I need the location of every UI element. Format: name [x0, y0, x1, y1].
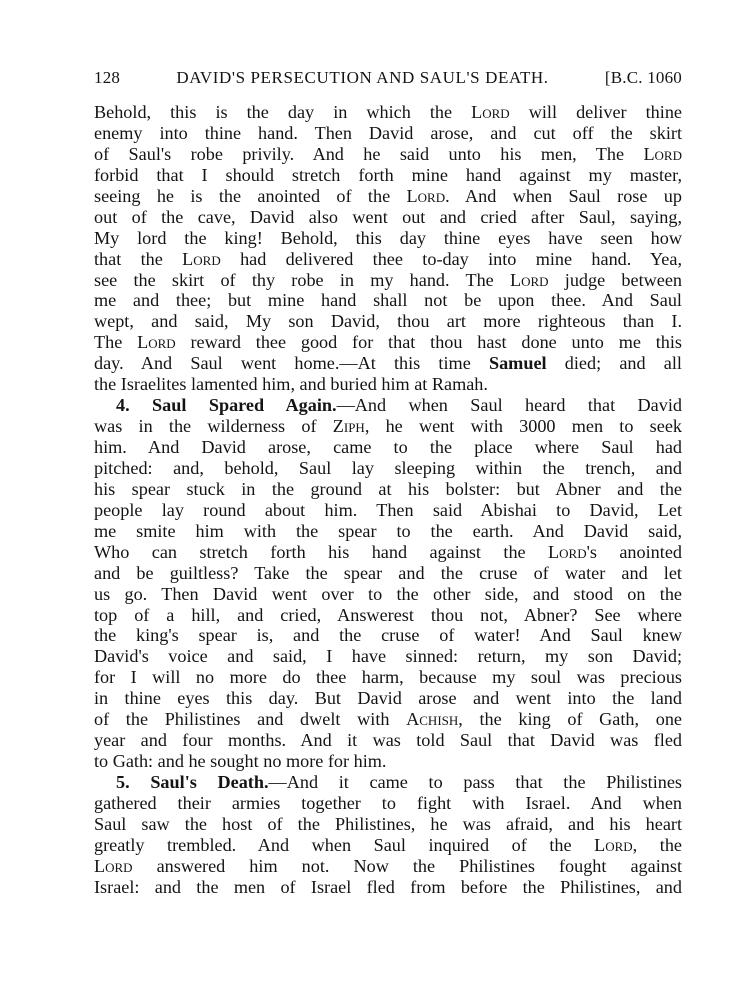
- text-segment: for I will no more do thee harm, because my soul was precious: [94, 667, 682, 688]
- text-line: [94, 165, 682, 186]
- header-date: [B.C. 1060: [604, 68, 682, 87]
- small-caps-text: Lord: [548, 541, 587, 562]
- bold-text: Samuel: [488, 353, 547, 374]
- text-segment: wept, and said, My son David, thou art more righteous than I.: [94, 311, 682, 332]
- small-caps-text: Lord: [94, 855, 133, 876]
- text-line: [94, 123, 682, 144]
- text-segment: greatly trembled. And when Saul inquired of the: [94, 834, 595, 855]
- text-segment: David's voice and said, I have sinned: return, my son David;: [94, 646, 682, 667]
- text-line: [94, 605, 682, 626]
- text-segment: of the Philistines and dwelt with: [94, 709, 407, 730]
- text-segment: gathered their armies together to fight with Israel. And when: [94, 792, 682, 813]
- small-caps-text: Achish: [406, 709, 459, 730]
- text-line: [94, 290, 682, 311]
- text-line: [94, 458, 682, 479]
- text-line: [94, 479, 682, 500]
- text-segment: in thine eyes this day. But David arose and went into the land: [94, 688, 682, 709]
- text-line: [94, 730, 682, 751]
- text-segment: answered him not. Now the Philistines fought against: [132, 855, 682, 876]
- text-line: [94, 751, 682, 772]
- text-segment: was in the wilderness of: [94, 416, 333, 437]
- text-line: [94, 625, 682, 646]
- running-header: [94, 68, 682, 96]
- text-segment: Saul saw the host of the Philistines, he was afraid, and his heart: [94, 813, 682, 834]
- text-line: [94, 500, 682, 521]
- text-line: [94, 688, 682, 709]
- text-line: [94, 374, 682, 395]
- text-line: [94, 144, 682, 165]
- text-line: [94, 270, 682, 291]
- text-segment: —And when Saul heard that David: [336, 395, 682, 416]
- text-line: [94, 395, 682, 416]
- text-segment: year and four months. And it was told Saul that David was fled: [94, 730, 682, 751]
- page-number: 128: [94, 68, 121, 87]
- small-caps-text: Lord: [137, 332, 176, 353]
- text-segment: Israel: and the men of Israel fled from before the Philistines, and: [94, 876, 682, 897]
- text-segment: The: [94, 332, 138, 353]
- text-line: [94, 542, 682, 563]
- text-segment: his spear stuck in the ground at his bolster: but Abner and the: [94, 478, 682, 499]
- text-line: [94, 521, 682, 542]
- text-line: [94, 856, 682, 877]
- small-caps-text: Lord: [406, 185, 446, 206]
- text-segment: Who can stretch forth his hand against the: [94, 541, 549, 562]
- text-line: [94, 416, 682, 437]
- text-segment: that the: [94, 248, 183, 269]
- text-segment: and be guiltless? Take the spear and the cruse of water and let: [94, 562, 682, 583]
- bold-text: 5. Saul's Death.: [116, 772, 269, 792]
- text-segment: seeing he is the anointed of the: [94, 185, 407, 206]
- text-segment: see the skirt of thy robe in my hand. The: [94, 269, 510, 290]
- small-caps-text: Lord: [471, 102, 510, 122]
- text-segment: out of the cave, David also went out and cried after Saul, saying,: [94, 206, 682, 227]
- text-line: [94, 207, 682, 228]
- text-segment: day. And Saul went home.—At this time: [94, 353, 489, 374]
- book-page: [94, 68, 682, 898]
- small-caps-text: Lord: [509, 269, 549, 290]
- text-segment: Behold, this is the day in which the: [94, 102, 472, 122]
- text-segment: —And it came to pass that the Philistines: [268, 772, 682, 792]
- text-line: [94, 353, 682, 374]
- text-segment: My lord the king! Behold, this day thine eyes have seen how: [94, 227, 682, 248]
- text-line: [94, 249, 682, 270]
- text-segment: him. And David arose, came to the place where Saul had: [94, 437, 682, 457]
- text-segment: of Saul's robe privily. And he said unto his men, The: [94, 143, 644, 164]
- text-line: [94, 563, 682, 584]
- text-segment: pitched: and, behold, Saul lay sleeping within the trench, and: [94, 457, 682, 478]
- text-line: [94, 772, 682, 793]
- text-segment: the Israelites lamented him, and buried him at Ramah.: [94, 374, 488, 395]
- running-title: DAVID'S PERSECUTION AND SAUL'S DEATH.: [176, 68, 549, 87]
- text-line: [94, 877, 682, 898]
- text-line: [94, 814, 682, 835]
- small-caps-text: Ziph: [332, 416, 365, 437]
- text-line: [94, 332, 682, 353]
- small-caps-text: Lord: [182, 248, 221, 269]
- text-line: [94, 311, 682, 332]
- text-segment: enemy into thine hand. Then David arose, and cut off the skirt: [94, 122, 682, 143]
- small-caps-text: Lord: [643, 143, 682, 164]
- text-segment: top of a hill, and cried, Answerest thou not, Abner? See where: [94, 604, 682, 625]
- text-line: [94, 667, 682, 688]
- text-segment: , the: [632, 834, 682, 855]
- small-caps-text: Lord: [594, 834, 633, 855]
- text-line: [94, 437, 682, 458]
- text-segment: me smite him with the spear to the earth. And David said,: [94, 520, 682, 541]
- text-line: [94, 709, 682, 730]
- text-segment: people lay round about him. Then said Abishai to David, Let: [94, 499, 682, 520]
- text-segment: to Gath: and he sought no more for him.: [94, 751, 387, 772]
- text-segment: 's anointed: [586, 541, 682, 562]
- text-segment: us go. Then David went over to the other side, and stood on the: [94, 583, 682, 604]
- text-line: [94, 646, 682, 667]
- text-segment: reward thee good for that thou hast done unto me this: [175, 332, 682, 353]
- text-line: [94, 102, 682, 123]
- text-segment: will deliver thine: [509, 102, 682, 122]
- text-segment: forbid that I should stretch forth mine hand against my master,: [94, 164, 682, 185]
- text-segment: me and thee; but mine hand shall not be upon thee. And Saul: [94, 290, 682, 311]
- text-segment: . And when Saul rose up: [445, 185, 682, 206]
- text-line: [94, 835, 682, 856]
- text-segment: the king's spear is, and the cruse of water! And Saul knew: [94, 625, 682, 646]
- text-segment: had delivered thee to-day into mine hand. Yea,: [220, 248, 682, 269]
- text-line: [94, 186, 682, 207]
- body-text: [94, 102, 682, 898]
- text-segment: , the king of Gath, one: [458, 709, 682, 730]
- text-segment: died; and all: [546, 353, 682, 374]
- text-segment: , he went with 3000 men to seek: [364, 416, 682, 437]
- text-line: [94, 793, 682, 814]
- text-line: [94, 584, 682, 605]
- bold-text: 4. Saul Spared Again.: [116, 395, 337, 416]
- text-line: [94, 228, 682, 249]
- text-segment: judge between: [548, 269, 682, 290]
